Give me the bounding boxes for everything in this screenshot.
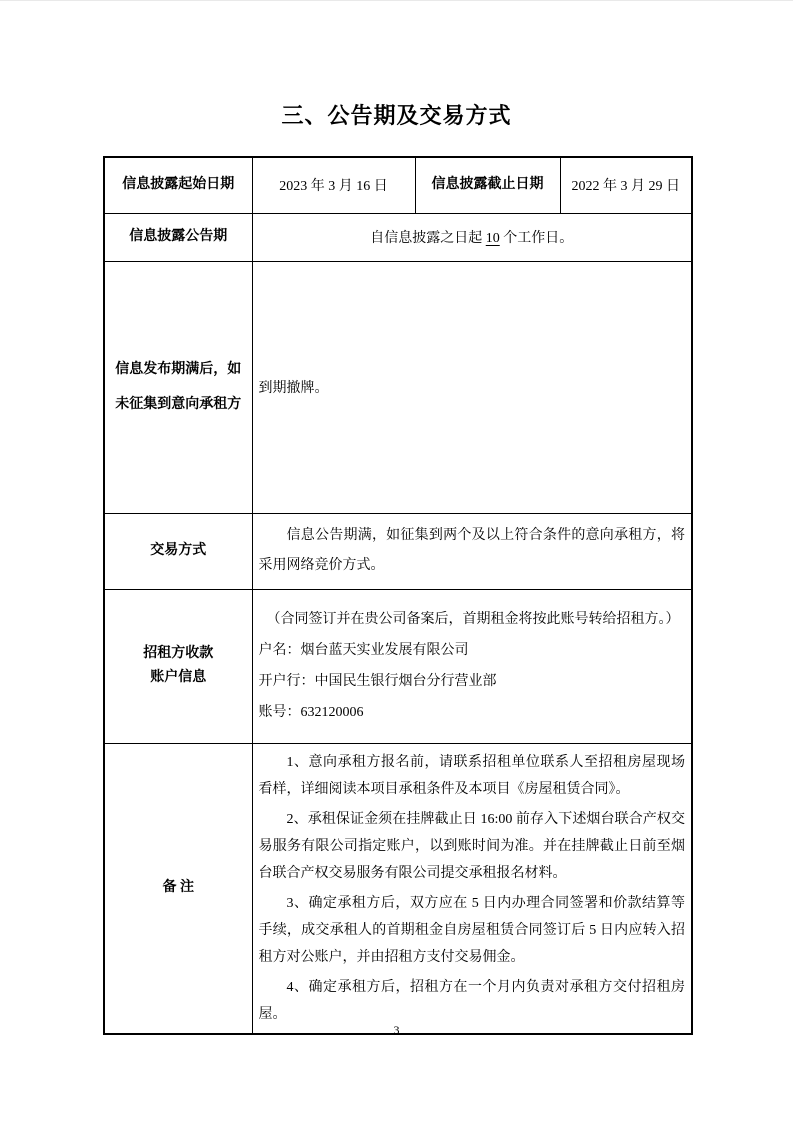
remarks-item-3: 3、确定承租方后，双方应在 5 日内办理合同签署和价款结算等手续，成交承租人的首期租金自房屋租赁合同签订后 5 日内应转入招租方对公账户，并由招租方支付交易佣金。 bbox=[258, 895, 685, 965]
announcement-period-days: 10 bbox=[485, 231, 500, 246]
table-row-expiry-no-tenant bbox=[104, 261, 692, 513]
expiry-no-tenant-value: 到期撤牌。 bbox=[252, 261, 692, 513]
payee-account-label-line2: 账户信息 bbox=[150, 670, 207, 685]
remarks-item-2: 2、承租保证金须在挂牌截止日 16:00 前存入下述烟台联合产权交易服务有限公司指定账户，以到账时间为准。并在挂牌截止日前至烟台联合产权交易服务有限公司提交承租报名材料。 bbox=[258, 811, 685, 881]
table-row-payee-account bbox=[104, 589, 692, 743]
disclosure-start-label: 信息披露起始日期 bbox=[104, 157, 252, 213]
page-title: 三、公告期及交易方式 bbox=[281, 103, 512, 128]
announcement-period-suffix: 个工作日。 bbox=[499, 231, 574, 246]
remarks-value bbox=[252, 743, 692, 1034]
payee-account-name: 户名：烟台蓝天实业发展有限公司 bbox=[258, 643, 469, 658]
table-row-announcement-period bbox=[104, 213, 692, 261]
announcement-period-value bbox=[252, 213, 692, 261]
payee-account-value bbox=[252, 589, 692, 743]
table-row-disclosure-dates bbox=[104, 157, 692, 213]
remarks-item-4: 4、确定承租方后，招租方在一个月内负责对承租方交付招租房屋。 bbox=[258, 979, 685, 1022]
announcement-period-prefix: 自信息披露之日起 bbox=[370, 231, 486, 246]
transaction-method-label: 交易方式 bbox=[104, 513, 252, 589]
disclosure-start-value: 2023 年 3 月 16 日 bbox=[252, 157, 415, 213]
table-row-transaction-method bbox=[104, 513, 692, 589]
announcement-period-label: 信息披露公告期 bbox=[104, 213, 252, 261]
payee-account-note: （合同签订并在贵公司备案后，首期租金将按此账号转给招租方。） bbox=[266, 612, 680, 627]
remarks-item-1: 1、意向承租方报名前，请联系招租单位联系人至招租房屋现场看样，详细阅读本项目承租条件及本项目《房屋租赁合同》。 bbox=[258, 754, 685, 797]
payee-account-number: 账号：632120006 bbox=[258, 705, 364, 720]
payee-account-label bbox=[104, 589, 252, 743]
table-row-remarks bbox=[104, 743, 692, 1034]
page-number: 3 bbox=[393, 1023, 400, 1037]
disclosure-end-label: 信息披露截止日期 bbox=[415, 157, 560, 213]
announcement-table bbox=[103, 156, 693, 1035]
remarks-label: 备 注 bbox=[104, 743, 252, 1034]
transaction-method-value bbox=[252, 513, 692, 589]
payee-account-label-line1: 招租方收款 bbox=[143, 646, 214, 661]
payee-account-bank: 开户行：中国民生银行烟台分行营业部 bbox=[258, 674, 497, 689]
transaction-method-text: 信息公告期满，如征集到两个及以上符合条件的意向承租方，将采用网络竞价方式。 bbox=[258, 528, 685, 573]
expiry-no-tenant-label: 信息发布期满后，如未征集到意向承租方 bbox=[104, 261, 252, 513]
disclosure-end-value: 2022 年 3 月 29 日 bbox=[560, 157, 692, 213]
